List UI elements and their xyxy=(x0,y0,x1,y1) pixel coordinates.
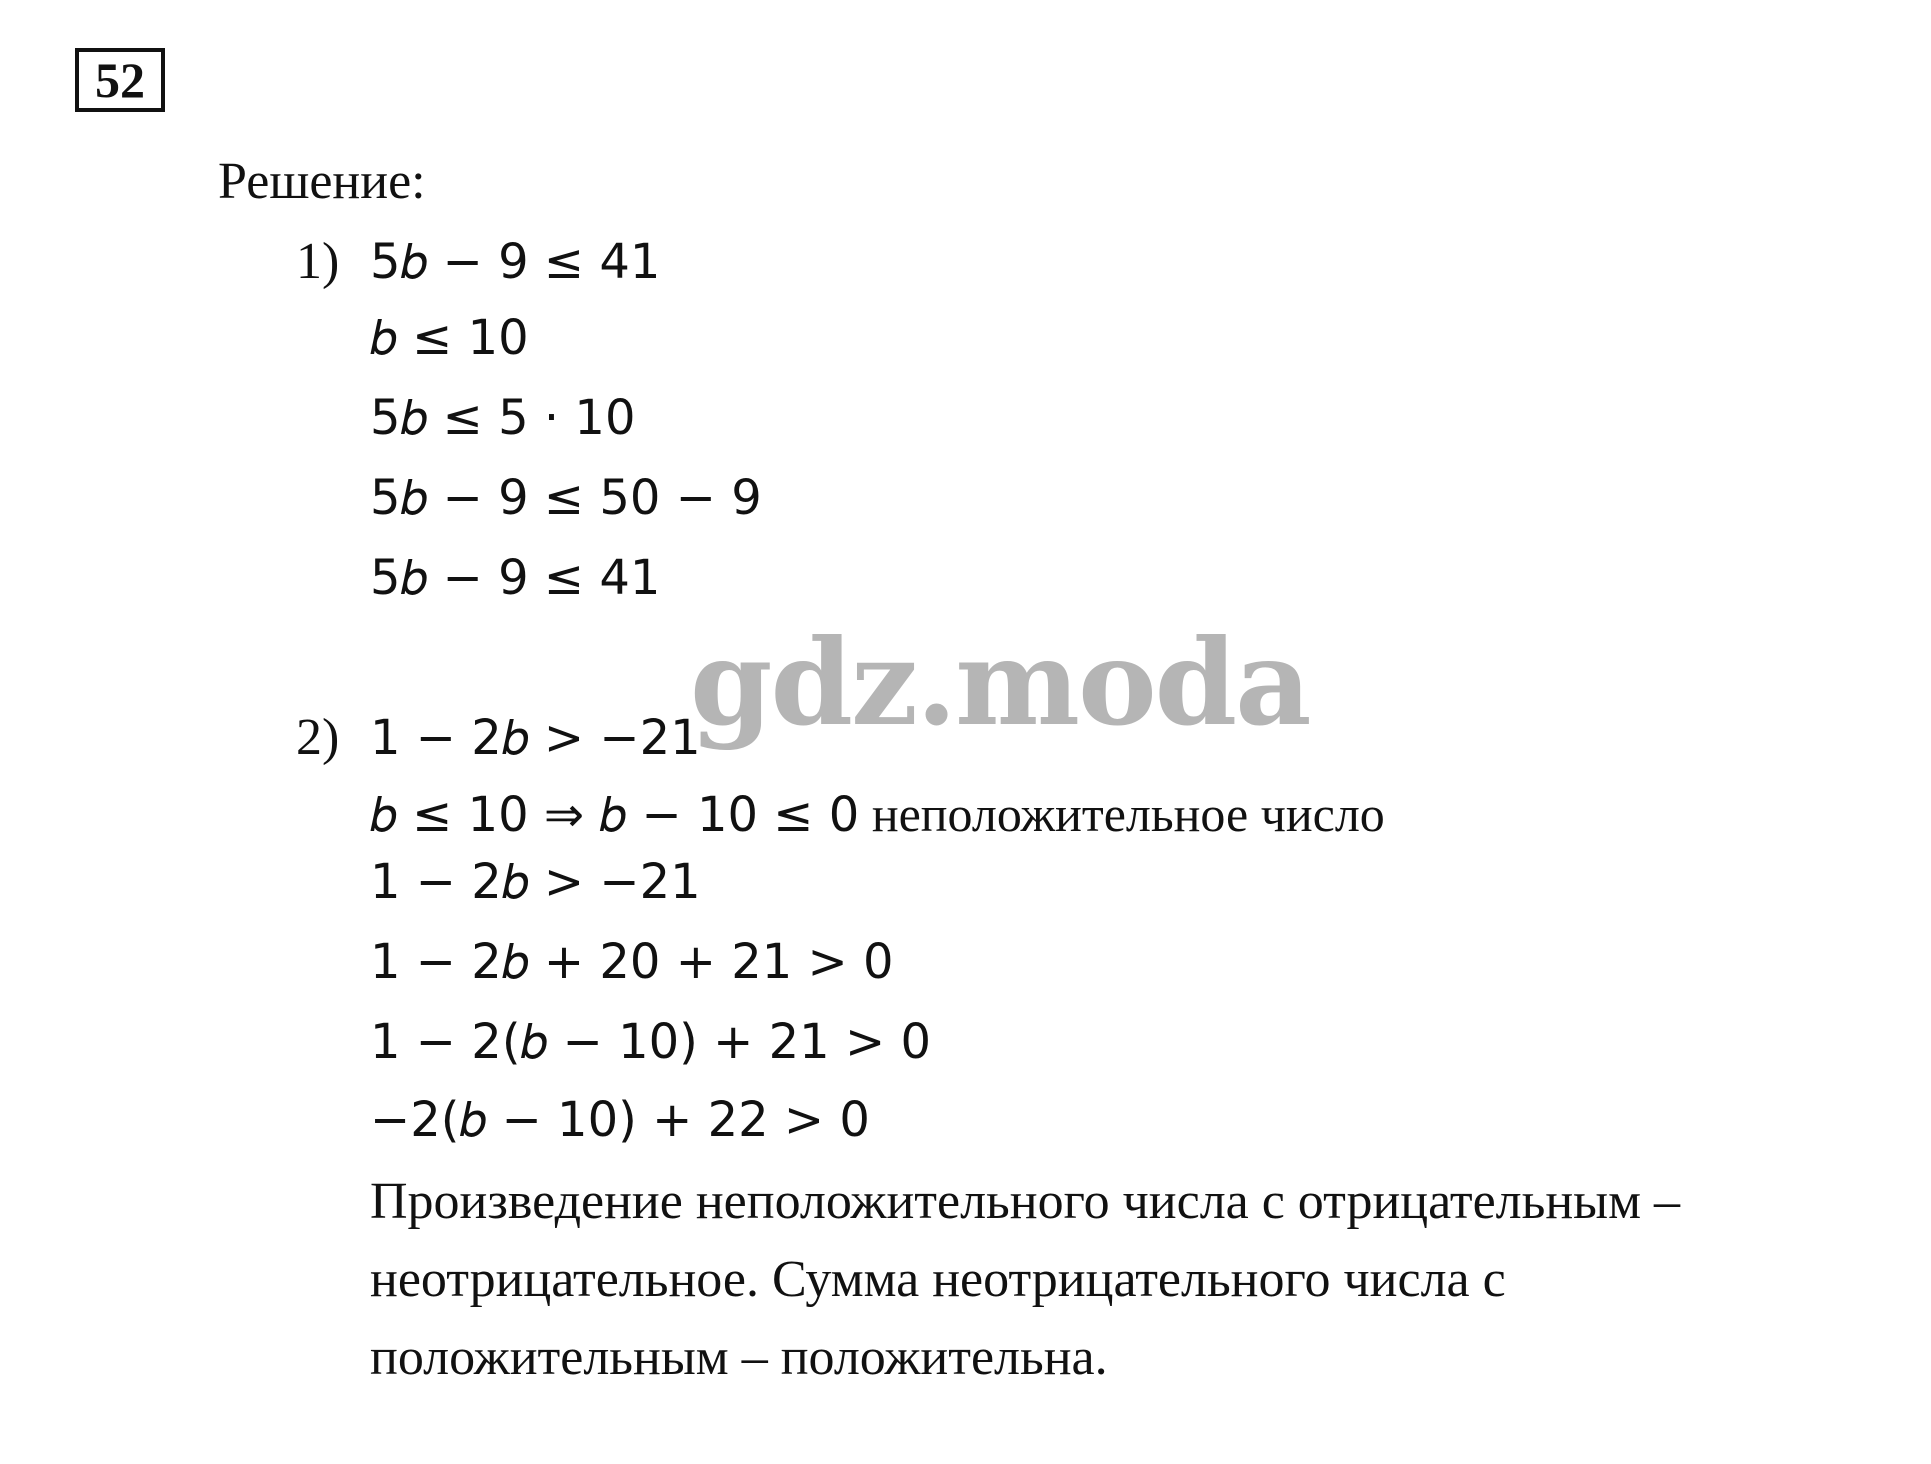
step-2-line-2 xyxy=(370,782,1385,847)
problem-number-box: 52 xyxy=(75,48,165,112)
step-1-line-3: 5𝑏 ≤ 5 · 10 xyxy=(370,390,636,446)
step-1-label: 1) xyxy=(296,233,340,290)
step-1-line-2: 𝑏 ≤ 10 xyxy=(370,310,529,366)
step-2-line-3: 1 − 2𝑏 > −21 xyxy=(370,854,701,910)
conclusion-line-1: Произведение неположительного числа с отрицательным – xyxy=(370,1173,1681,1230)
step-1-line-5: 5𝑏 − 9 ≤ 41 xyxy=(370,550,661,606)
step-1-line-4: 5𝑏 − 9 ≤ 50 − 9 xyxy=(370,470,762,526)
conclusion-line-2: неотрицательное. Сумма неотрицательного числа с xyxy=(370,1251,1506,1308)
solution-heading: Решение: xyxy=(218,153,426,210)
step-2-line-1: 1 − 2𝑏 > −21 xyxy=(370,710,701,766)
step-2-line-2-math: 𝑏 ≤ 10 ⇒ 𝑏 − 10 ≤ 0 xyxy=(370,787,860,843)
step-2-line-2-note: неположительное число xyxy=(859,786,1385,842)
step-2-label: 2) xyxy=(296,709,340,766)
watermark: gdz.moda xyxy=(690,613,1310,752)
conclusion-line-3: положительным – положительна. xyxy=(370,1329,1108,1386)
step-2-line-4: 1 − 2𝑏 + 20 + 21 > 0 xyxy=(370,934,894,990)
step-2-line-6: −2(𝑏 − 10) + 22 > 0 xyxy=(370,1092,870,1148)
step-1-line-1: 5𝑏 − 9 ≤ 41 xyxy=(370,234,661,290)
step-2-line-5: 1 − 2(𝑏 − 10) + 21 > 0 xyxy=(370,1014,931,1070)
